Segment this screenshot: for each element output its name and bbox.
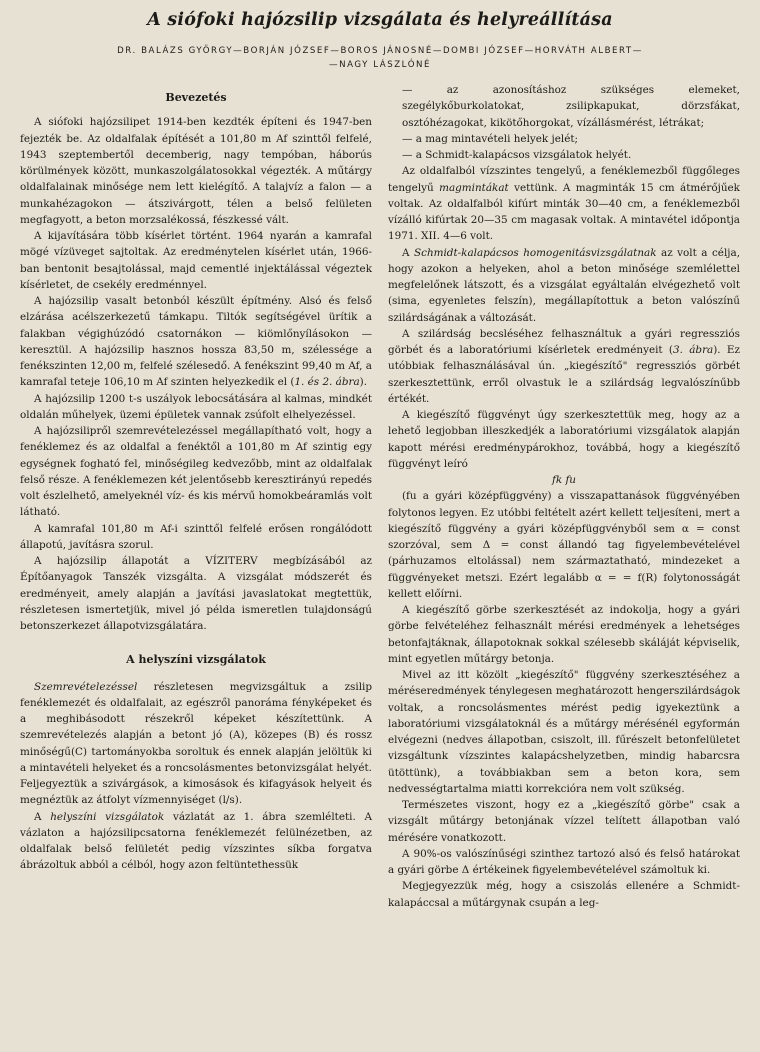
paragraph: A kamrafal 101,80 m Af-i szinttől felfelé erősen rongálódott állapotú, javításra szorul. xyxy=(20,522,372,551)
formula: fk fu xyxy=(552,474,576,486)
paragraph xyxy=(388,163,740,244)
emphasis: Szemrevételezéssel xyxy=(34,680,138,693)
text-run: az volt a célja, hogy azokon a helyeken, ahol a beton minősége szemlélettel megfelelőnek látszott, és a vizsgálat egyáltalán elvégezhető volt (sima, egyenletes felszín), megállapítottuk a beton valószínű szilárdságának a változását. xyxy=(388,246,740,324)
paragraph: Megjegyezzük még, hogy a csiszolás ellenére a Schmidt-kalapáccsal a műtárgynak csupán a leg- xyxy=(388,880,740,909)
text-run: A szilárdság becsléséhez felhasználtuk a gyári regressziós görbét és a laboratóriumi kísérletek eredményeit ( xyxy=(388,327,740,356)
article-body xyxy=(20,82,740,911)
emphasis: helyszíni vizsgálatok xyxy=(50,810,165,823)
paragraph: A siófoki hajózsilipet 1914-ben kezdték építeni és 1947-ben fejezték be. Az oldalfalak építését a 101,80 m Af szinttől felfelé, 1943 szeptembertől decemberig, nagy tempóban, háborús körülmények között, munkaszolgálatosokkal végezték. A műtárgy oldalfalainak minősége nem lett kielégítő. A talajvíz a falon — a munkahézagokon — átszivárgott, télen a belső felületen megfagyott, a beton morzsalékossá, fészkessé vált. xyxy=(20,116,372,226)
text-run: A hajózsilip vasalt betonból készült építmény. Alsó és felső elzárása acélszerkezetű támkapu. Tiltók segítségével ürítik a falakban végighúzódó csatornákon — kiömlőnyílásokon — keresztül. A hajózsilip hasznos hossza 83,50 m, szélessége a fenékszinten 12,00 m, felfelé szélesedő. A fenékszint 99,40 m Af, a kamrafal teteje 106,10 m Af szinten helyezkedik el ( xyxy=(20,295,372,389)
left-column xyxy=(20,82,372,911)
paragraph: Természetes viszont, hogy ez a „kiegészítő görbe" csak a vizsgált műtárgy betonjának vízzel telített állapotban való mérésére vonatkozott. xyxy=(388,799,740,844)
paragraph: A hajózsilip 1200 t-s uszályok lebocsátására al kalmas, mindkét oldalán műhelyek, üzemi épületek vannak zsúfolt elhelyezéssel. xyxy=(20,392,372,421)
emphasis: magmintákat xyxy=(439,181,509,194)
emphasis: Schmidt-kalapácsos homogenitásvizsgálatnak xyxy=(414,246,657,259)
author-list xyxy=(20,44,740,72)
paragraph: A kiegészítő függvényt úgy szerkesztettük meg, hogy az a lehető legjobban illeszkedjék a laboratóriumi vizsgálatok alapján kapott mérési eredménypárokhoz, továbbá, hogy a kiegészítő függvényt leíró xyxy=(388,409,740,470)
list-item: — a mag mintavételi helyek jelét; xyxy=(402,132,579,145)
paragraph: A hajózsilipről szemrevételezéssel megállapítható volt, hogy a fenéklemez és az oldalfal a fenéktől a 101,80 m Af szintig egy egységnek fogható fel, minőségileg kedvezőbb, mint az oldalfalak felső része. A fenéklemezen két jelentősebb keresztirányú repedés volt észlelhető, amelyeknél víz- és kis mérvű homokbeáramlás volt látható. xyxy=(20,425,372,519)
list-item: — a Schmidt-kalapácsos vizsgálatok helyét. xyxy=(402,149,632,161)
text-run: Az oldalfalból vízszintes tengelyű, a fenéklemezből függőleges tengelyű xyxy=(388,165,740,194)
paragraph xyxy=(20,809,372,874)
text-run: részletesen megvizsgáltuk a zsilip fenéklemezét és oldalfalait, az egészről panoráma fényképeket és a meghibásodott részekről képeket készítettünk. A szemrevételezés alapján a betont jó (A), közepes (B) és rossz minőségű(C) tartományokba soroltuk és ennek alapján jelöltük ki a mintavételi helyeket és a roncsolásmentes betonvizsgálat helyét. Feljegyeztük a szivárgások, a kimosások és kifagyások helyeit és megnéztük az átfolyt vízmennyiséget (l/s). xyxy=(20,680,372,807)
article-title: A siófoki hajózsilip vizsgálata és helyreállítása xyxy=(147,10,613,30)
text-run: ). xyxy=(359,376,368,389)
list-item: — az azonosításhoz szükséges elemeket, szegélykőburkolatokat, zsilipkapukat, dörzsfákat, osztóhézagokat, kikötőhorgokat, vízállásmérést, létrákat; xyxy=(402,84,740,129)
bullet-list xyxy=(388,82,740,163)
paragraph: A kiegészítő görbe szerkesztését az indokolja, hogy a gyári görbe felvételéhez felhasznált mérési eredmények a lehetséges betonfajtáknak, állapotoknak sokkal szélesebb skáláját képviselik, mint egyetlen műtárgy betonja. xyxy=(388,604,740,665)
text-run: A xyxy=(34,810,51,823)
text-run: vázlatát az 1. ábra szemlélteti. A vázlaton a hajózsilipcsatorna fenéklemezét felülnézetben, az oldalfalak belső felületét pedig vízszintes síkba forgatva ábrázoltuk abból a célból, hogy azon feltüntethessük xyxy=(20,810,372,872)
text-run: vettünk. A magminták 15 cm átmérőjűek voltak. Az oldalfalból kifúrt minták 30—40 cm, a fenéklemezből vízálló kifúrtak 20—35 cm magasak voltak. A mintavétel időpontja 1971. XII. 4—6 volt. xyxy=(388,181,740,243)
figure-reference: 1. és 2. ábra xyxy=(294,376,360,389)
paragraph: A kijavítására több kísérlet történt. 1964 nyarán a kamrafal mögé vízüveget sajtoltak. Az eredménytelen kísérlet után, 1966-ban bentonit besajtolással, majd cementlé injektálással végeztek kísérletet, de csekély eredménnyel. xyxy=(20,230,372,291)
paragraph xyxy=(388,245,740,326)
paragraph xyxy=(388,326,740,407)
paragraph: A hajózsilip állapotát a VÍZITERV megbízásából az Építőanyagok Tanszék vizsgálta. A vizsgálat módszerét és eredményeit, amely alapján a javítási javaslatokat megtettük, részletesen ismertetjük, mivel jó példa ismeretlen tulajdonságú betonszerkezet állapotvizsgálatára. xyxy=(20,555,372,632)
paragraph: Mivel az itt közölt „kiegészítő" függvény szerkesztéséhez a méréseredmények ténylegesen meghatározott hengerszilárdságok voltak, a roncsolásmentes mérést pedig igyekeztünk a laboratóriumi vizsgálatoknál és a műtárgy mérésénél egyformán elvégezni (nedves állapotban, csiszolt, ill. fűrészelt betonfelületet vizsgáltunk vízszintes kalapácshelyzetben, mindig habarcsra ütöttünk), a továbbiakban sem a beton kora, sem nedvességtartalma miatti korrekcióra nem volt szükség. xyxy=(388,669,740,795)
section-heading-introduction: Bevezetés xyxy=(165,91,227,104)
section-heading-site-tests: A helyszíni vizsgálatok xyxy=(126,653,266,667)
text-run: A xyxy=(402,246,414,259)
author-line: DR. BALÁZS GYÖRGY—BORJÁN JÓZSEF—BOROS JÁNOSNÉ—DOMBI JÓZSEF—HORVÁTH ALBERT— xyxy=(117,46,643,56)
text-run: ). Ez utóbbiak felhasználásával ún. „kiegészítő" regressziós görbét szerkesztettünk, erről olvastuk le a szilárdság legvalószínűbb értékét. xyxy=(388,344,740,405)
paragraph: A 90%-os valószínűségi szinthez tartozó alsó és felső határokat a gyári görbe Δ értékeinek figyelembevételével számoltuk ki. xyxy=(388,847,740,876)
right-column xyxy=(388,82,740,911)
author-line: —NAGY LÁSZLÓNÉ xyxy=(329,60,431,70)
paragraph xyxy=(20,679,372,809)
paragraph xyxy=(20,293,372,391)
paragraph: (fu a gyári középfüggvény) a visszapattanások függvényében folytonos legyen. Ez utóbbi feltételt azért kellett teljesíteni, mert a kiegészítő függvény a gyári középfüggvényből sem α = const szorzóval, sem Δ = const állandó tag figyelembevételével (párhuzamos eltolással) nem származtatható, mindezeket a függvényeket metszi. Ezért legalább α = = f(R) folytonosságát kellett előírni. xyxy=(388,490,740,600)
figure-reference: 3. ábra xyxy=(672,344,714,356)
